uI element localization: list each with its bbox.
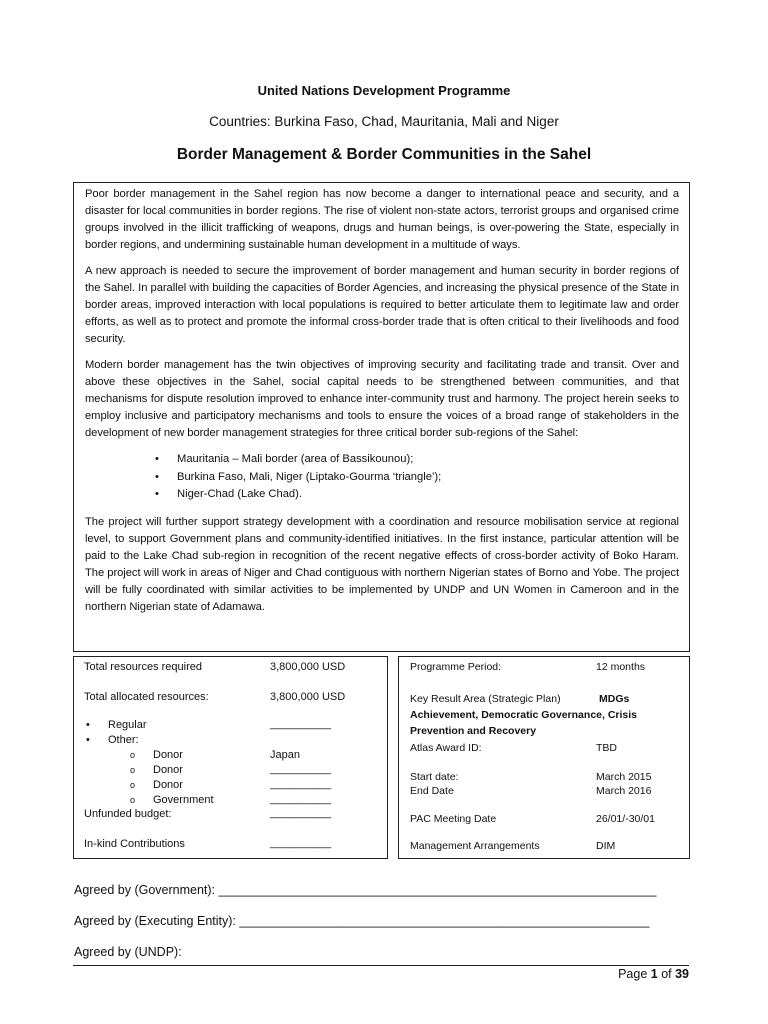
kra-label: Key Result Area (Strategic Plan) [410,693,561,705]
summary-paragraph-1: Poor border management in the Sahel region has now become a danger to international peace and security, and a disaster for local communities in border regions. The rise of violent non-state actors, terrorist groups and organised crime groups involved in the illicit trafficking of weapons, drugs and human beings, is over-powering the State, especially in border regions, and undermining sustainable human development in a multitude of ways. [85,188,679,251]
kra-value-line2: Achievement, Democratic Governance, Crisis [410,709,638,721]
other-item-value: __________ [270,793,332,805]
unfunded-label: Unfunded budget: [84,808,172,820]
unfunded-value: __________ [270,807,332,819]
signature-executing-entity-label: Agreed by (Executing Entity): [74,914,240,928]
total-pages: 39 [675,967,689,981]
signature-undp [74,945,182,959]
summary-paragraph-2: A new approach is needed to secure the improvement of border management and human security in border regions of the Sahel. In parallel with building the capacities of Border Agencies, and increasing the physical presence of the State in border areas, improved interaction with local populations is required to better articulate them to legitimate law and order efforts, as well as to protect and promote the informal cross-border trade that is often critical to their livelihoods and food security. [85,265,679,345]
pac-label: PAC Meeting Date [410,813,497,825]
bullet-icon: • [86,719,90,731]
current-page: 1 [650,967,658,981]
other-label: Other: [108,734,139,746]
total-allocated-label: Total allocated resources: [84,691,209,703]
other-item-value: __________ [270,778,332,790]
kra-value-line3: Prevention and Recovery [410,725,537,737]
programme-period-value: 12 months [596,661,646,673]
sub-bullet-icon: o [130,795,136,805]
start-date-value: March 2015 [596,771,652,783]
end-date-value: March 2016 [596,785,652,797]
signature-undp-label: Agreed by (UNDP): [74,945,182,959]
pac-value: 26/01/-30/01 [596,813,655,825]
summary-box [73,182,690,652]
countries-line: Countries: Burkina Faso, Chad, Mauritania, Mali and Niger [209,114,559,129]
regular-label: Regular [108,719,147,731]
in-kind-label: In-kind Contributions [84,838,185,850]
kra-value-line1: MDGs [599,693,630,705]
bullet-icon: • [86,734,90,746]
subregion-item: • Mauritania – Mali border (area of Bassikounou); [155,451,679,469]
subregion-item: • Burkina Faso, Mali, Niger (Liptako-Gourma ‘triangle’); [155,469,679,487]
signature-executing-entity [74,914,650,928]
total-required-label: Total resources required [84,661,203,673]
other-item-label: Donor [153,749,183,761]
subregion-list [85,451,679,504]
atlas-label: Atlas Award ID: [410,742,482,754]
regular-value: __________ [270,718,332,730]
summary-paragraph-3: Modern border management has the twin objectives of improving security and facilitating trade and transit. Over and above these objectives in the Sahel, social capital needs to be strengthened between communities, and that mechanisms for dispute resolution improved to enhance inter-community trust and harmony. The project herein seeks to employ inclusive and participatory mechanisms and tools to ensure the voices of a broad range of stakeholders in the development of new border management strategies for three critical border sub-regions of the Sahel: [85,359,679,439]
sub-bullet-icon: o [130,780,136,790]
page-number: Page 1 of 39 [618,967,689,981]
subregion-item: • Niger-Chad (Lake Chad). [155,486,679,504]
programme-period-label: Programme Period: [410,661,502,673]
programme-box [398,656,690,859]
other-item-value: Japan [270,749,300,761]
resources-box [73,656,388,859]
sub-bullet-icon: o [130,765,136,775]
management-label: Management Arrangements [410,840,540,852]
end-date-label: End Date [410,785,454,797]
document-title: Border Management & Border Communities in the Sahel [176,146,592,163]
in-kind-value: __________ [270,837,332,849]
other-item-value: __________ [270,763,332,775]
signature-executing-entity-line[interactable]: ___________________________________________________________ [239,914,650,928]
bullet-icon: • [155,488,159,500]
bullet-icon: • [155,470,159,483]
footer-divider [73,965,689,966]
signature-government-line[interactable]: _______________________________________________________________ [218,883,657,897]
total-allocated-value: 3,800,000 USD [270,691,346,703]
signature-government [74,883,657,897]
bullet-icon: • [155,453,159,465]
other-item-label: Donor [153,779,183,791]
start-date-label: Start date: [410,771,459,783]
organization-name: United Nations Development Programme [257,83,511,98]
management-value: DIM [596,840,616,852]
sub-bullet-icon: o [130,750,136,760]
atlas-value: TBD [596,742,617,754]
signature-government-label: Agreed by (Government): [74,883,219,897]
summary-paragraph-4: The project will further support strategy development with a coordination and resource mobilisation service at regional level, to support Government plans and community-identified initiatives. In the first instance, particular attention will be paid to the Lake Chad sub-region in recognition of the recent negative effects of cross-border activity of Boko Haram. The project will work in areas of Niger and Chad contiguous with northern Nigerian states of Borno and Yobe. The project will be fully coordinated with similar activities to be implemented by UNDP and UN Women in Cameroon and in the northern Nigerian state of Adamawa. [85,515,679,613]
other-item-label: Donor [153,764,183,776]
other-item-label: Government [153,794,214,806]
total-required-value: 3,800,000 USD [270,661,346,673]
